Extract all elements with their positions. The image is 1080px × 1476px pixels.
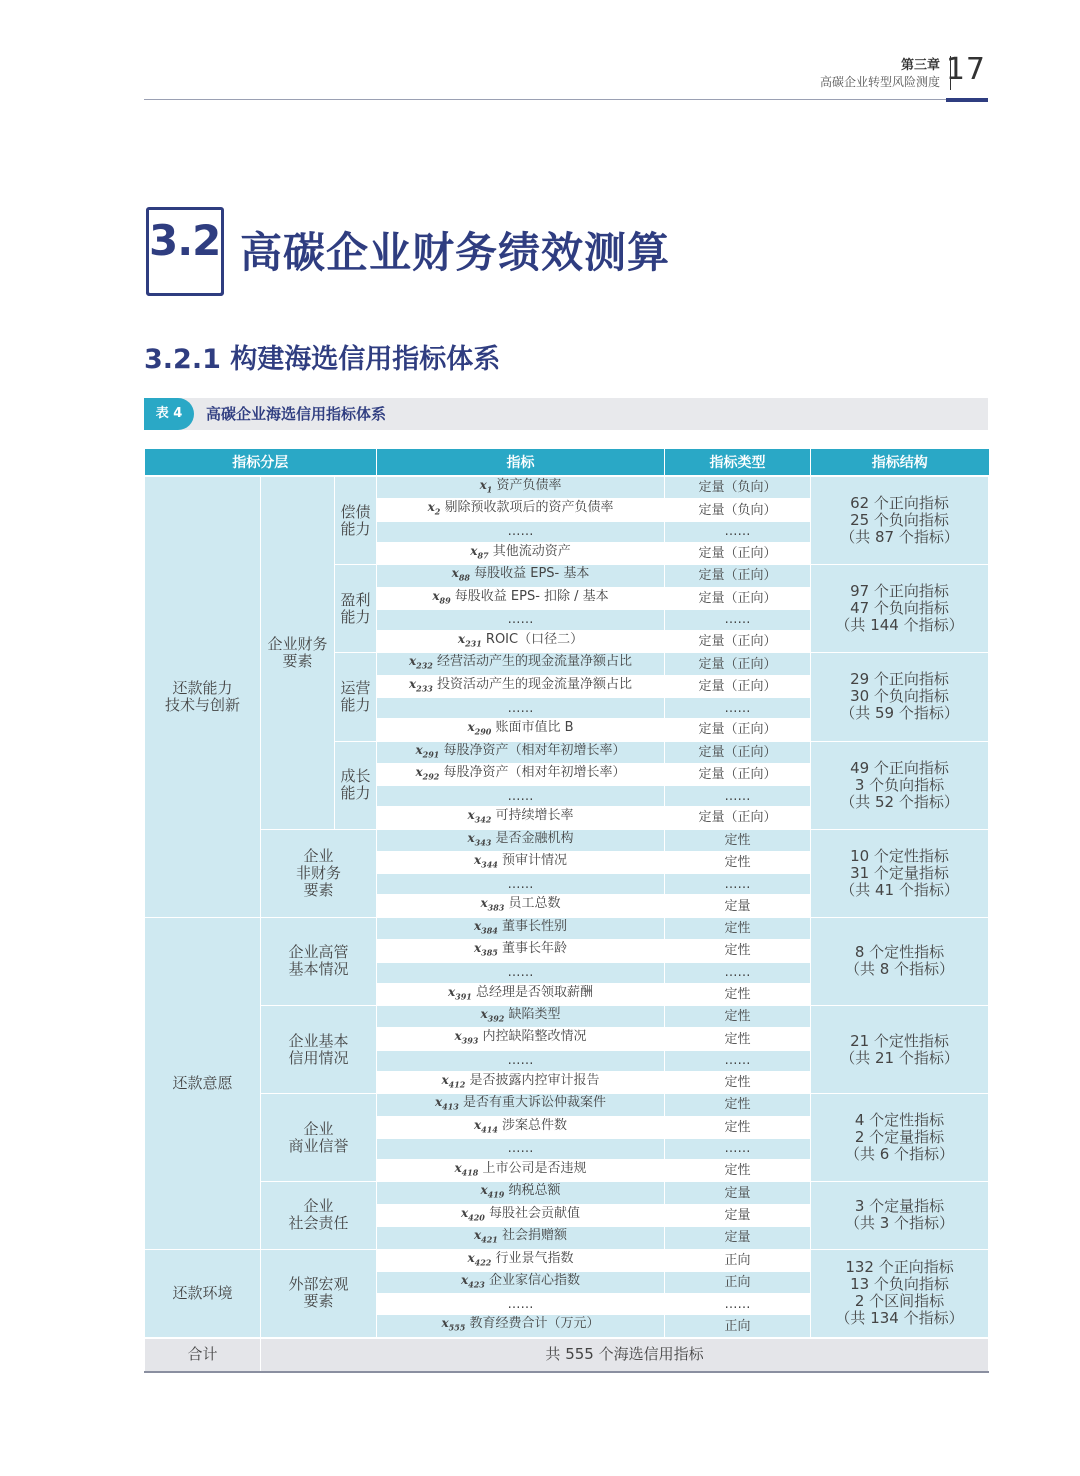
indicator-symbol: $x_{421}$: [474, 1228, 498, 1245]
structure-cell: 132 个正向指标 13 个负向指标 2 个区间指标 （共 134 个指标）: [811, 1249, 989, 1338]
indicator-type-cell: 定量: [665, 1182, 811, 1204]
indicator-type-cell: 正向: [665, 1271, 811, 1293]
indicator-symbol: $x_{383}$: [480, 896, 505, 913]
indicator-cell: [377, 983, 665, 1005]
indicator-symbol: $x_{418}$: [454, 1160, 479, 1178]
indicator-type-cell: 定性: [665, 1028, 811, 1050]
indicator-type-cell: ……: [665, 698, 811, 719]
indicator-type-cell: 定量（正向）: [665, 763, 811, 785]
indicator-name: 上市公司是否违规: [482, 1160, 587, 1176]
indicator-index: 393: [461, 1035, 479, 1046]
indicator-type-cell: 正向: [665, 1315, 811, 1338]
indicator-name: 缺陷类型: [508, 1007, 561, 1023]
indicator-type-cell: 定量: [665, 1227, 811, 1249]
indicator-type-cell: ……: [665, 962, 811, 983]
indicator-symbol: $x_{419}$: [480, 1183, 505, 1200]
structure-cell: 21 个定性指标 （共 21 个指标）: [811, 1006, 989, 1094]
indicator-symbol: $x_{232}$: [409, 654, 433, 671]
indicator-cell: [377, 476, 665, 499]
indicator-index: 422: [474, 1256, 492, 1267]
indicator-cell: [377, 1227, 665, 1249]
indicator-index: 419: [487, 1189, 505, 1200]
indicator-type-cell: 定量: [665, 1204, 811, 1226]
indicator-name: ……: [507, 524, 534, 540]
indicator-cell: [377, 1006, 665, 1028]
table-row: [145, 1094, 989, 1116]
indicator-name: 内控缺陷整改情况: [482, 1029, 587, 1045]
indicator-cell: [377, 698, 665, 719]
indicator-type-cell: 定量（正向）: [665, 587, 811, 609]
indicator-name: ……: [507, 965, 534, 981]
indicator-index: 385: [481, 947, 498, 958]
indicator-cell: [377, 917, 665, 939]
indicator-symbol: $x_{391}$: [448, 984, 472, 1002]
indicator-symbol: $x_1$: [479, 478, 493, 495]
structure-cell: 97 个正向指标 47 个负向指标 （共 144 个指标）: [811, 565, 989, 653]
table-title: 高碳企业海选信用指标体系: [206, 405, 387, 423]
chapter-info: [820, 58, 940, 90]
indicator-name: 账面市值比 B: [495, 720, 574, 736]
indicator-index: 412: [448, 1079, 466, 1090]
indicator-cell: [377, 1204, 665, 1226]
indicator-name: 每股收益 EPS- 扣除 / 基本: [454, 588, 609, 604]
indicator-name: ……: [507, 700, 534, 716]
structure-cell: 3 个定量指标 （共 3 个指标）: [811, 1182, 989, 1249]
indicator-index: 87: [477, 550, 489, 561]
chapter-label: 第三章: [900, 58, 940, 73]
indicator-index: 384: [481, 925, 498, 936]
indicator-type-cell: 定性: [665, 917, 811, 939]
indicator-type-cell: 定量（正向）: [665, 741, 811, 763]
indicator-symbol: $x_{88}$: [451, 566, 470, 583]
indicator-cell: [377, 521, 665, 542]
layer2-cell: 企业基本 信用情况: [261, 1006, 377, 1094]
indicator-cell: [377, 1138, 665, 1159]
indicator-type-cell: ……: [665, 521, 811, 542]
indicator-name: 每股净资产（相对年初增长率）: [443, 742, 626, 758]
indicator-name: 是否有重大诉讼仲裁案件: [463, 1095, 607, 1111]
layer2-cell: 企业 商业信誉: [261, 1094, 377, 1182]
indicator-type-cell: 定性: [665, 983, 811, 1005]
layer2-cell: 企业 社会责任: [261, 1182, 377, 1249]
page-header: [144, 52, 988, 102]
table-header-row: [145, 449, 989, 476]
indicator-name: 董事长性别: [502, 918, 568, 934]
indicator-name: 是否金融机构: [495, 830, 574, 846]
structure-cell: 29 个正向指标 30 个负向指标 （共 59 个指标）: [811, 653, 989, 741]
structure-cell: 62 个正向指标 25 个负向指标 （共 87 个指标）: [811, 476, 989, 565]
indicator-cell: [377, 786, 665, 807]
indicator-type-cell: ……: [665, 1138, 811, 1159]
layer3-cell: 偿债 能力: [335, 476, 377, 565]
layer2-cell: 企业 非财务 要素: [261, 829, 377, 917]
indicator-symbol: $x_{384}$: [474, 918, 498, 936]
indicator-type-cell: 定量（负向）: [665, 476, 811, 499]
layer2-cell: 外部宏观 要素: [261, 1249, 377, 1338]
indicator-index: 414: [481, 1123, 498, 1134]
indicator-cell: [377, 1182, 665, 1204]
indicator-cell: [377, 499, 665, 521]
indicator-type-cell: ……: [665, 874, 811, 895]
table-row: [145, 917, 989, 939]
indicator-type-cell: 定性: [665, 1159, 811, 1181]
header-type: 指标类型: [665, 449, 811, 476]
table-row: [145, 476, 989, 499]
indicator-cell: [377, 940, 665, 962]
indicator-name: 行业景气指数: [495, 1250, 574, 1266]
indicator-type-cell: 定量（正向）: [665, 542, 811, 564]
section-number: 3.2: [149, 216, 221, 265]
indicator-cell: [377, 675, 665, 697]
indicator-cell: [377, 962, 665, 983]
indicator-index: 342: [474, 814, 492, 825]
indicator-index: 418: [461, 1167, 479, 1178]
structure-cell: 4 个定性指标 2 个定量指标 （共 6 个指标）: [811, 1094, 989, 1182]
indicator-symbol: $x_{233}$: [409, 676, 433, 694]
indicator-symbol: $x_{343}$: [467, 830, 492, 848]
indicator-symbol: $x_{342}$: [467, 808, 492, 825]
indicator-type-cell: 定量（正向）: [665, 653, 811, 675]
layer1-cell: 还款环境: [145, 1249, 261, 1338]
indicator-symbol: $x_{420}$: [461, 1205, 485, 1223]
indicator-index: 232: [416, 660, 433, 671]
indicator-type-cell: ……: [665, 609, 811, 630]
indicator-type-cell: 定量（正向）: [665, 675, 811, 697]
indicator-name: 其他流动资产: [492, 543, 571, 559]
indicator-cell: [377, 587, 665, 609]
indicator-name: ……: [507, 1296, 534, 1312]
indicator-type-cell: ……: [665, 1050, 811, 1071]
indicator-index: 291: [422, 748, 440, 759]
indicator-index: 88: [458, 572, 470, 583]
table-row: [145, 1006, 989, 1028]
indicator-index: 233: [416, 683, 433, 694]
layer2-cell: 企业高管 基本情况: [261, 917, 377, 1005]
indicator-cell: [377, 719, 665, 741]
indicator-index: 290: [474, 726, 492, 737]
indicator-name: 投资活动产生的现金流量净额占比: [437, 676, 633, 692]
table-tag: 表 4: [144, 398, 194, 430]
indicator-name: 董事长年龄: [502, 941, 568, 957]
indicator-symbol: $x_{555}$: [441, 1316, 466, 1333]
layer3-cell: 成长 能力: [335, 741, 377, 829]
indicator-type-cell: ……: [665, 1294, 811, 1315]
indicator-index: 292: [422, 771, 440, 782]
indicator-symbol: $x_{231}$: [457, 631, 482, 649]
indicator-type-cell: 定性: [665, 852, 811, 874]
indicator-name: 总经理是否领取薪酬: [476, 984, 594, 1000]
indicator-name: 每股收益 EPS- 基本: [474, 566, 590, 582]
indicator-type-cell: 定量（正向）: [665, 565, 811, 587]
indicator-table: [144, 449, 989, 1373]
indicator-cell: [377, 1094, 665, 1116]
indicator-type-cell: 正向: [665, 1249, 811, 1271]
indicator-name: 每股社会贡献值: [489, 1205, 581, 1221]
indicator-cell: [377, 1159, 665, 1181]
indicator-index: 2: [434, 506, 441, 517]
indicator-cell: [377, 763, 665, 785]
indicator-cell: [377, 1294, 665, 1315]
indicator-symbol: $x_{385}$: [474, 941, 498, 958]
indicator-type-cell: 定性: [665, 1071, 811, 1093]
indicator-name: 预审计情况: [502, 853, 568, 869]
indicator-cell: [377, 1028, 665, 1050]
table-caption: [144, 398, 988, 430]
indicator-type-cell: 定性: [665, 1094, 811, 1116]
table-row: [145, 1249, 989, 1271]
indicator-type-cell: 定性: [665, 940, 811, 962]
indicator-index: 421: [481, 1234, 498, 1245]
indicator-index: 420: [468, 1212, 485, 1223]
indicator-name: 社会捐赠额: [502, 1228, 568, 1244]
indicator-type-cell: ……: [665, 786, 811, 807]
indicator-cell: [377, 609, 665, 630]
indicator-symbol: $x_{291}$: [415, 742, 440, 759]
indicator-name: 资产负债率: [496, 478, 562, 493]
indicator-type-cell: 定量（正向）: [665, 719, 811, 741]
indicator-cell: [377, 1071, 665, 1093]
indicator-symbol: $x_{423}$: [461, 1272, 485, 1290]
indicator-index: 413: [442, 1101, 459, 1112]
indicator-index: 423: [468, 1279, 485, 1290]
indicator-index: 383: [487, 902, 505, 913]
indicator-name: 企业家信心指数: [489, 1272, 581, 1288]
indicator-cell: [377, 542, 665, 564]
section-title: 高碳企业财务绩效测算: [240, 228, 671, 277]
table-row: [145, 829, 989, 851]
indicator-cell: [377, 852, 665, 874]
indicator-name: ……: [507, 788, 534, 804]
indicator-name: ……: [507, 612, 534, 628]
indicator-name: 员工总数: [508, 896, 561, 912]
structure-cell: 8 个定性指标 （共 8 个指标）: [811, 917, 989, 1005]
indicator-cell: [377, 565, 665, 587]
indicator-symbol: $x_{422}$: [467, 1250, 492, 1267]
layer2-cell: 企业财务 要素: [261, 476, 335, 829]
indicator-name: 可持续增长率: [495, 808, 574, 824]
indicator-symbol: $x_{290}$: [467, 720, 492, 737]
indicator-cell: [377, 874, 665, 895]
indicator-cell: [377, 895, 665, 917]
chapter-subtitle: 高碳企业转型风险测度: [819, 75, 940, 89]
indicator-type-cell: 定量（正向）: [665, 807, 811, 829]
structure-cell: 49 个正向指标 3 个负向指标 （共 52 个指标）: [811, 741, 989, 829]
indicator-name: ……: [507, 1141, 534, 1157]
indicator-cell: [377, 1050, 665, 1071]
indicator-type-cell: 定性: [665, 829, 811, 851]
total-label: 合计: [145, 1338, 261, 1372]
indicator-symbol: $x_{412}$: [441, 1072, 466, 1090]
header-structure: 指标结构: [811, 449, 989, 476]
indicator-type-cell: 定量: [665, 895, 811, 917]
indicator-symbol: $x_{344}$: [474, 853, 498, 870]
indicator-index: 231: [465, 638, 482, 649]
indicator-cell: [377, 829, 665, 851]
indicator-symbol: $x_{87}$: [470, 543, 489, 561]
indicator-name: 每股净资产（相对年初增长率）: [443, 764, 626, 780]
indicator-name: 经营活动产生的现金流量净额占比: [437, 654, 633, 670]
indicator-type-cell: 定性: [665, 1116, 811, 1138]
indicator-index: 392: [487, 1013, 505, 1024]
indicator-name: 纳税总额: [508, 1183, 561, 1199]
indicator-symbol: $x_{414}$: [474, 1117, 498, 1134]
indicator-name: 教育经费合计（万元）: [469, 1316, 600, 1332]
indicator-name: ……: [507, 1053, 534, 1069]
indicator-cell: [377, 1315, 665, 1338]
indicator-name: 涉案总件数: [502, 1117, 568, 1133]
indicator-index: 391: [455, 991, 472, 1002]
indicator-cell: [377, 630, 665, 652]
indicator-cell: [377, 1116, 665, 1138]
page-number-bar: [946, 98, 988, 102]
page-number: 17: [945, 52, 986, 87]
subsection-title: 3.2.1 构建海选信用指标体系: [144, 344, 501, 375]
total-row: [145, 1338, 989, 1372]
indicator-symbol: $x_{89}$: [432, 588, 451, 605]
indicator-index: 89: [439, 594, 451, 605]
layer3-cell: 盈利 能力: [335, 565, 377, 653]
indicator-cell: [377, 741, 665, 763]
indicator-name: 剔除预收款项后的资产负债率: [444, 500, 614, 516]
indicator-symbol: $x_{392}$: [480, 1007, 505, 1024]
indicator-cell: [377, 1249, 665, 1271]
indicator-cell: [377, 1271, 665, 1293]
header-rule: [144, 99, 988, 100]
indicator-symbol: $x_{413}$: [435, 1095, 459, 1112]
indicator-index: 1: [486, 484, 493, 495]
indicator-cell: [377, 807, 665, 829]
layer1-cell: 还款意愿: [145, 917, 261, 1249]
total-value: 共 555 个海选信用指标: [261, 1338, 989, 1372]
indicator-symbol: $x_{292}$: [415, 764, 440, 782]
indicator-symbol: $x_2$: [427, 500, 441, 517]
indicator-name: ……: [507, 876, 534, 892]
layer3-cell: 运营 能力: [335, 653, 377, 741]
indicator-index: 344: [481, 859, 498, 870]
indicator-name: 是否披露内控审计报告: [469, 1072, 600, 1088]
indicator-cell: [377, 653, 665, 675]
header-indicator: 指标: [377, 449, 665, 476]
table-row: [145, 1182, 989, 1204]
section-number-frame-base: [146, 290, 224, 296]
indicator-type-cell: 定量（正向）: [665, 630, 811, 652]
indicator-symbol: $x_{393}$: [454, 1029, 479, 1046]
header-layer: 指标分层: [145, 449, 377, 476]
indicator-index: 555: [448, 1322, 466, 1333]
indicator-type-cell: 定性: [665, 1006, 811, 1028]
layer1-cell: 还款能力 技术与创新: [145, 476, 261, 917]
indicator-index: 343: [474, 837, 492, 848]
structure-cell: 10 个定性指标 31 个定量指标 （共 41 个指标）: [811, 829, 989, 917]
indicator-type-cell: 定量（负向）: [665, 499, 811, 521]
indicator-name: ROIC（口径二）: [485, 631, 584, 647]
